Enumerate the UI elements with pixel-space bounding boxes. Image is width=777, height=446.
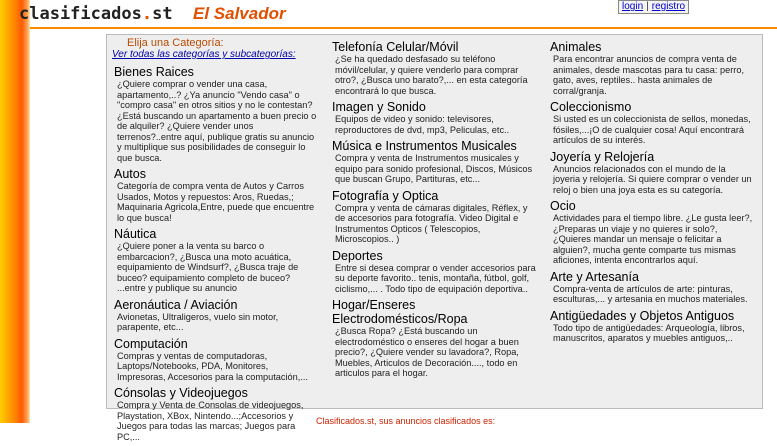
category-description: Categoría de compra venta de Autos y Carros Usados, Motos y repuestos: Aros, Ruedas,; Maquinaria Agricola,Entre, puede que encuentre lo que busca! [117,181,315,223]
category-deportes [332,249,537,295]
category-consolas [114,386,319,442]
site-logo[interactable] [19,4,173,24]
category-computacion [114,337,319,383]
category-description: Todo tipo de antigüedades: Arqueología, libros, manuscritos, aparatos y muebles antiguos,.. [553,322,745,343]
category-column-3 [550,40,755,348]
register-link[interactable]: registro [651,1,686,12]
category-autos [114,167,319,223]
category-title[interactable]: Bienes Raices [114,65,194,79]
category-title[interactable]: Animales [550,40,602,54]
category-title[interactable]: Náutica [114,227,157,241]
category-title[interactable]: Autos [114,167,146,181]
category-title[interactable]: Ocio [550,199,576,213]
category-ocio [550,199,755,266]
login-link[interactable]: login [622,1,644,12]
category-aeronautica [114,298,319,333]
category-description: Anuncios relacionados con el mundo de la joyeria y relojería. Si quiere comprar o vender un reloj o bien una joya esta es su categoría. [553,163,752,195]
category-description: Compra y Venta de Consolas de videojuegos, Playstation, XBox, Nintendo...;Accesorios y Juegos para todas las marcas; Juegos para PC,... [117,400,304,442]
choose-category-title: Elija una Categoría: [127,37,224,49]
category-musica [332,139,537,185]
category-column-2 [332,40,537,383]
category-description: ¿Quiere comprar o vender una casa, apartamento,..? ¿Ya anuncio "Vendo casa" o "compro casa" en otros sitios y no le contestan? ¿Está buscando un apartamento a buen precio o de alquiler? ¿Quiere vender unos terrenos?..entre aquí, publique gratis su anuncio y multiplique sus posibilidades de conseguir lo que busca. [117,79,317,163]
category-description: Compra-venta de artículos de arte: pinturas, esculturas,... y artesania en muchos materiales. [553,283,748,304]
category-arte [550,270,755,305]
category-description: ¿Quiere poner a la venta su barco o embarcacion?, ¿Busca una moto acuática, equipamiento de Windsurf?, ¿Busca traje de buceo? equipamiento completo de buceo? ...entre y publique su anuncio [117,241,299,293]
category-description: Actividades para el tiempo libre. ¿Le gusta leer?, ¿Preparas un viaje y no quieres ir solo?, ¿Quieres mandar un mensaje o felicitar a alguien?, mucha gente comparte tus mismas aficiones, intenta encontrarlos aquí. [553,213,753,265]
category-antiguedades [550,309,755,344]
category-telefonia [332,40,537,96]
category-description: Equipos de video y sonido: televisores, reproductores de dvd, mp3, Peliculas, etc.. [335,114,510,135]
category-description: Avionetas, Ultraligeros, vuelo sin motor, parapente, etc... [117,311,279,332]
logo-text: clasificados [19,4,142,24]
category-imagen-sonido [332,100,537,135]
category-description: ¿Se ha quedado desfasado su teléfono móvil/celular, y quiere venderlo para comprar otro?, ¿Busca uno barato?,... en esta categoría encontrará lo que busca. [335,54,528,96]
category-joyeria [550,150,755,196]
left-decorative-bar [0,0,30,423]
category-title[interactable]: Arte y Artesanía [550,269,639,284]
category-description: Para encontrar anuncios de compra venta de animales, desde mascotas para tu casa: perro, gato, aves, reptiles.. hasta animales de corral/granja. [553,54,744,96]
footer-tagline: Clasificados.st, sus anuncios clasificados es: [316,416,496,426]
country-name: El Salvador [193,4,286,23]
category-description: Compra y venta de cámaras digitales, Réflex, y de accesorios para fotografía. Video Digital e Instrumentos Opticos ( Telescopios, Microscopios.. ) [335,202,528,244]
category-description: Entre si desea comprar o vender accesorios para su deporte favorito.. tenis, montaña, fútbol, golf, ciclismo,... . Todo tipo de equipación deportiva.. [335,262,536,294]
category-description: Si usted es un coleccionista de sellos, monedas, fósiles,...¡O de cualquier cosa! Aquí encontrará artículos de su interés. [553,114,751,145]
header-divider [30,27,777,29]
category-title[interactable]: Antigüedades y Objetos Antiguos [550,308,735,323]
category-coleccionismo [550,100,755,146]
auth-links [618,0,689,14]
logo-suffix: st [152,4,173,24]
category-title[interactable]: Aeronáutica / Aviación [114,297,238,312]
category-bienes-raices [114,65,319,163]
category-title[interactable]: Hogar/Enseres Electrodomésticos/Ropa [332,298,468,326]
category-description: Compra y venta de Instrumentos musicales y equipo para sonido profesional, Discos, Músicos que buscan Grupo, Partituras, etc... [335,153,533,184]
category-column-1 [114,35,319,446]
all-categories-link[interactable]: Ver todas las categorías y subcategorías: [112,49,296,60]
category-title[interactable]: Coleccionismo [550,100,632,114]
category-title[interactable]: Joyería y Relojería [550,149,655,164]
logo-dot: . [141,4,153,24]
category-title[interactable]: Deportes [332,248,383,263]
category-title[interactable]: Música e Instrumentos Musicales [332,139,517,153]
auth-separator: | [646,1,649,12]
category-title[interactable]: Fotografía y Optica [332,188,439,203]
category-title[interactable]: Telefonía Celular/Móvil [332,40,459,54]
category-animales [550,40,755,96]
category-title[interactable]: Imagen y Sonido [332,100,426,114]
category-fotografia [332,189,537,245]
category-nautica [114,227,319,294]
category-title[interactable]: Cónsolas y Videojuegos [114,386,248,400]
category-hogar [332,298,537,379]
category-title[interactable]: Computación [114,336,188,351]
category-description: ¿Busca Ropa? ¿Está buscando un electrodoméstico o enseres del hogar a buen precio?, ¿Quiere vender su lavadora?, Ropa, Muebles, Articulos de Decoración...., todo en articulos para el hogar. [335,326,519,378]
category-description: Compras y ventas de computadoras, Laptops/Notebooks, PDA, Monitores, Impresoras, Accesorios para la computación,... [117,350,308,382]
